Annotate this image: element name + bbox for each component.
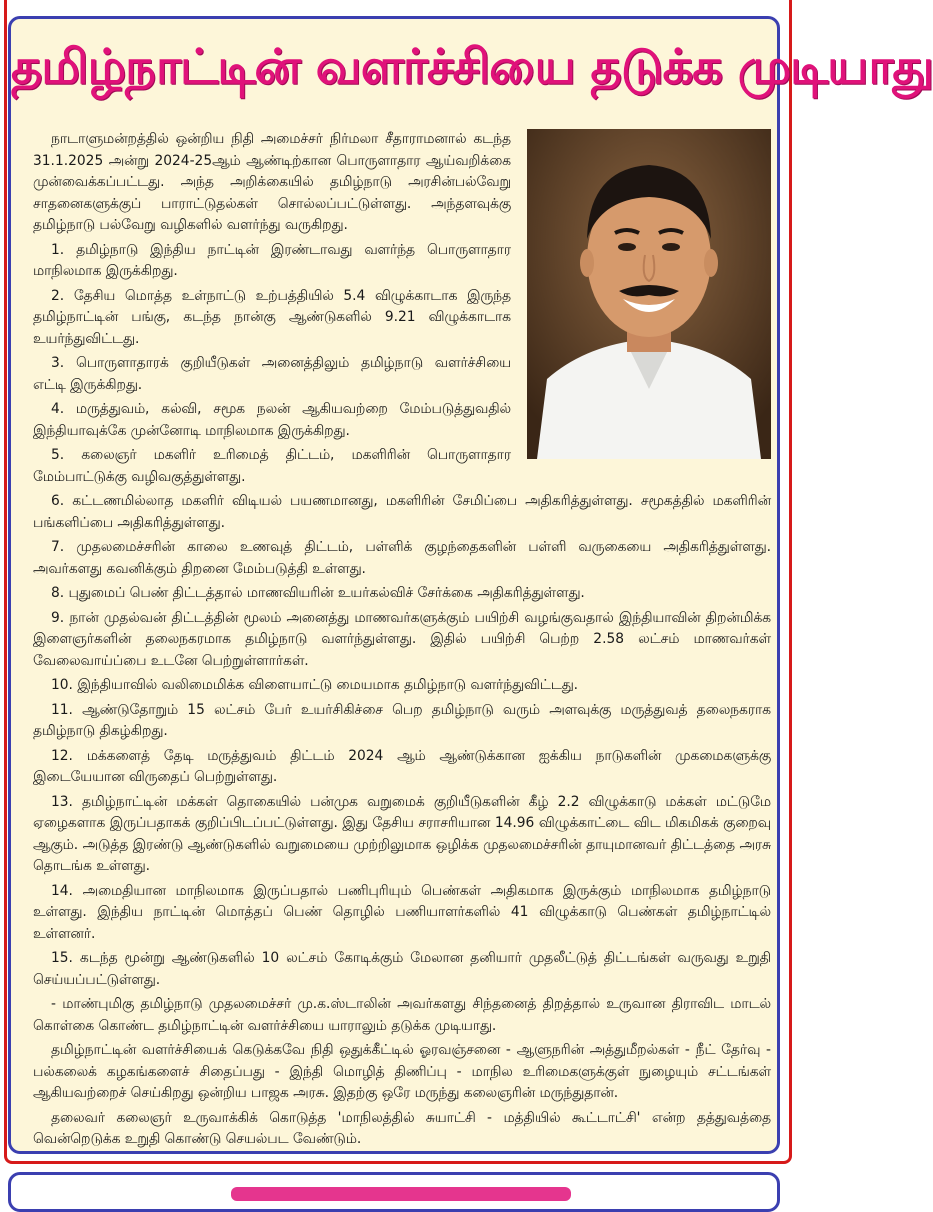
closing-paragraph-3: தலைவர் கலைஞர் உருவாக்கிக் கொடுத்த 'மாநிலத்தில் சுயாட்சி - மத்தியில் கூட்டாட்சி' என்ற தத்துவத்தை வென்றெடுக்க உறுதி கொண்டு செயல்பட வேண்டும். xyxy=(33,1109,771,1147)
article-body xyxy=(33,129,771,1154)
point-1: 1. தமிழ்நாடு இந்திய நாட்டின் இரண்டாவது வளர்ந்த பொருளாதார மாநிலமாக இருக்கிறது. xyxy=(33,241,511,279)
next-headline-fragment xyxy=(231,1187,571,1201)
point-11: 11. ஆண்டுதோறும் 15 லட்சம் பேர் உயர்சிகிச்சை பெற தமிழ்நாடு வரும் அளவுக்கு மருத்துவத் தலைநகராக தமிழ்நாடு திகழ்கிறது. xyxy=(33,701,771,739)
headline: தமிழ்நாட்டின் வளர்ச்சியை தடுக்க முடியாது xyxy=(11,39,933,95)
point-15: 15. கடந்த மூன்று ஆண்டுகளில் 10 லட்சம் கோடிக்கும் மேலான தனியார் முதலீட்டுத் திட்டங்கள் வருவது உறுதி செய்யப்பட்டுள்ளது. xyxy=(33,950,771,988)
article-panel xyxy=(8,16,933,1154)
point-8: 8. புதுமைப் பெண் திட்டத்தால் மாணவியரின் உயர்கல்விச் சேர்க்கை அதிகரித்துள்ளது. xyxy=(51,585,585,601)
article-continued xyxy=(33,491,771,1151)
intro-text xyxy=(33,129,511,491)
point-9: 9. நான் முதல்வன் திட்டத்தின் மூலம் அனைத்து மாணவர்களுக்கும் பயிற்சி வழங்குவதால் இந்தியாவின் திறன்மிக்க இளைஞர்களின் தலைநகரமாக தமிழ்நாடு வளர்ந்துள்ளது. இதில் பயிற்சி பெற்ற 2.58 லட்சம் மாணவர்கள் வேலைவாய்ப்பை உடனே பெற்றுள்ளார்கள். xyxy=(33,609,771,669)
portrait-illustration xyxy=(527,129,771,459)
point-12: 12. மக்களைத் தேடி மருத்துவம் திட்டம் 2024 ஆம் ஆண்டுக்கான ஐக்கிய நாடுகளின் முகமைகளுக்கு இடையேயான விருதைப் பெற்றுள்ளது. xyxy=(33,747,771,785)
point-6: 6. கட்டணமில்லாத மகளிர் விடியல் பயணமானது, மகளிரின் சேமிப்பை அதிகரித்துள்ளது. சமூகத்தில் மகளிரின் பங்களிப்பை அதிகரித்துள்ளது. xyxy=(33,493,771,531)
next-article-panel xyxy=(8,1172,780,1212)
portrait-photo xyxy=(527,129,771,459)
intro-row xyxy=(33,129,771,491)
point-10: 10. இந்தியாவில் வலிமைமிக்க விளையாட்டு மையமாக தமிழ்நாடு வளர்ந்துவிட்டது. xyxy=(51,677,579,693)
point-5: 5. கலைஞர் மகளிர் உரிமைத் திட்டம், மகளிரின் பொருளாதார மேம்பாட்டுக்கு வழிவகுத்துள்ளது. xyxy=(33,447,511,485)
point-3: 3. பொருளாதாரக் குறியீடுகள் அனைத்திலும் தமிழ்நாடு வளர்ச்சியை எட்டி இருக்கிறது. xyxy=(33,355,511,393)
point-13: 13. தமிழ்நாட்டின் மக்கள் தொகையில் பன்முக வறுமைக் குறியீடுகளின் கீழ் 2.2 விழுக்காடு மக்கள் மட்டுமே ஏழைகளாக இருப்பதாகக் குறிப்பிடப்பட்டுள்ளது. இது தேசிய சராசரியான 14.96 விழுக்காட்டை விட மிகமிகக் குறைவு ஆகும். அடுத்த இரண்டு ஆண்டுகளில் வறுமையை முற்றிலுமாக ஒழிக்க முதலமைச்சரின் தாயுமானவர் திட்டத்தை அரசு தொடங்க உள்ளது. xyxy=(33,793,771,874)
point-2: 2. தேசிய மொத்த உள்நாட்டு உற்பத்தியில் 5.4 விழுக்காடாக இருந்த தமிழ்நாட்டின் பங்கு, கடந்த நான்கு ஆண்டுகளில் 9.21 விழுக்காடாக உயர்ந்துவிட்டது. xyxy=(33,287,511,347)
point-14: 14. அமைதியான மாநிலமாக இருப்பதால் பணிபுரியும் பெண்கள் அதிகமாக இருக்கும் மாநிலமாக தமிழ்நாடு உள்ளது. இந்திய நாட்டின் மொத்தப் பெண் தொழில் பணியாளர்களில் 41 விழுக்காடு பெண்கள் தமிழ்நாட்டில் உள்ளனர். xyxy=(33,882,771,942)
intro-paragraph: நாடாளுமன்றத்தில் ஒன்றிய நிதி அமைச்சர் நிர்மலா சீதாராமனால் கடந்த 31.1.2025 அன்று 2024-25ஆம் ஆண்டிற்கான பொருளாதார ஆய்வறிக்கை முன்வைக்கப்பட்டது. அந்த அறிக்கையில் தமிழ்நாடு அரசின்பல்வேறு சாதனைகளுக்குப் பாராட்டுதல்கள் சொல்லப்பட்டுள்ளது. அந்தளவுக்கு தமிழ்நாடு பல்வேறு வழிகளில் வளர்ந்து வருகிறது. xyxy=(33,131,511,233)
closing-paragraph-2: தமிழ்நாட்டின் வளர்ச்சியைக் கெடுக்கவே நிதி ஒதுக்கீட்டில் ஓரவஞ்சனை - ஆளுநரின் அத்துமீறல்கள் - நீட் தேர்வு - பல்கலைக் கழகங்களைச் சிதைப்பது - இந்தி மொழித் திணிப்பு - மாநில உரிமைகளுக்குள் நுழையும் சட்டங்கள் ஆகியவற்றைச் செய்கிறது ஒன்றிய பாஜக அரசு. இதற்கு ஒரே மருந்து கலைஞரின் மருந்துதான். xyxy=(33,1042,771,1101)
point-7: 7. முதலமைச்சரின் காலை உணவுத் திட்டம், பள்ளிக் குழந்தைகளின் பள்ளி வருகையை அதிகரித்துள்ளது. அவர்களது கவனிக்கும் திறனை மேம்படுத்தி உள்ளது. xyxy=(33,539,771,577)
point-4: 4. மருத்துவம், கல்வி, சமூக நலன் ஆகியவற்றை மேம்படுத்துவதில் இந்தியாவுக்கே முன்னோடி மாநிலமாக இருக்கிறது. xyxy=(33,401,511,439)
closing-paragraph-1: - மாண்புமிகு தமிழ்நாடு முதலமைச்சர் மு.க.ஸ்டாலின் அவர்களது சிந்தனைத் திறத்தால் உருவான திராவிட மாடல் கொள்கை கொண்ட தமிழ்நாட்டின் வளர்ச்சியை யாராலும் தடுக்க முடியாது. xyxy=(33,996,771,1034)
